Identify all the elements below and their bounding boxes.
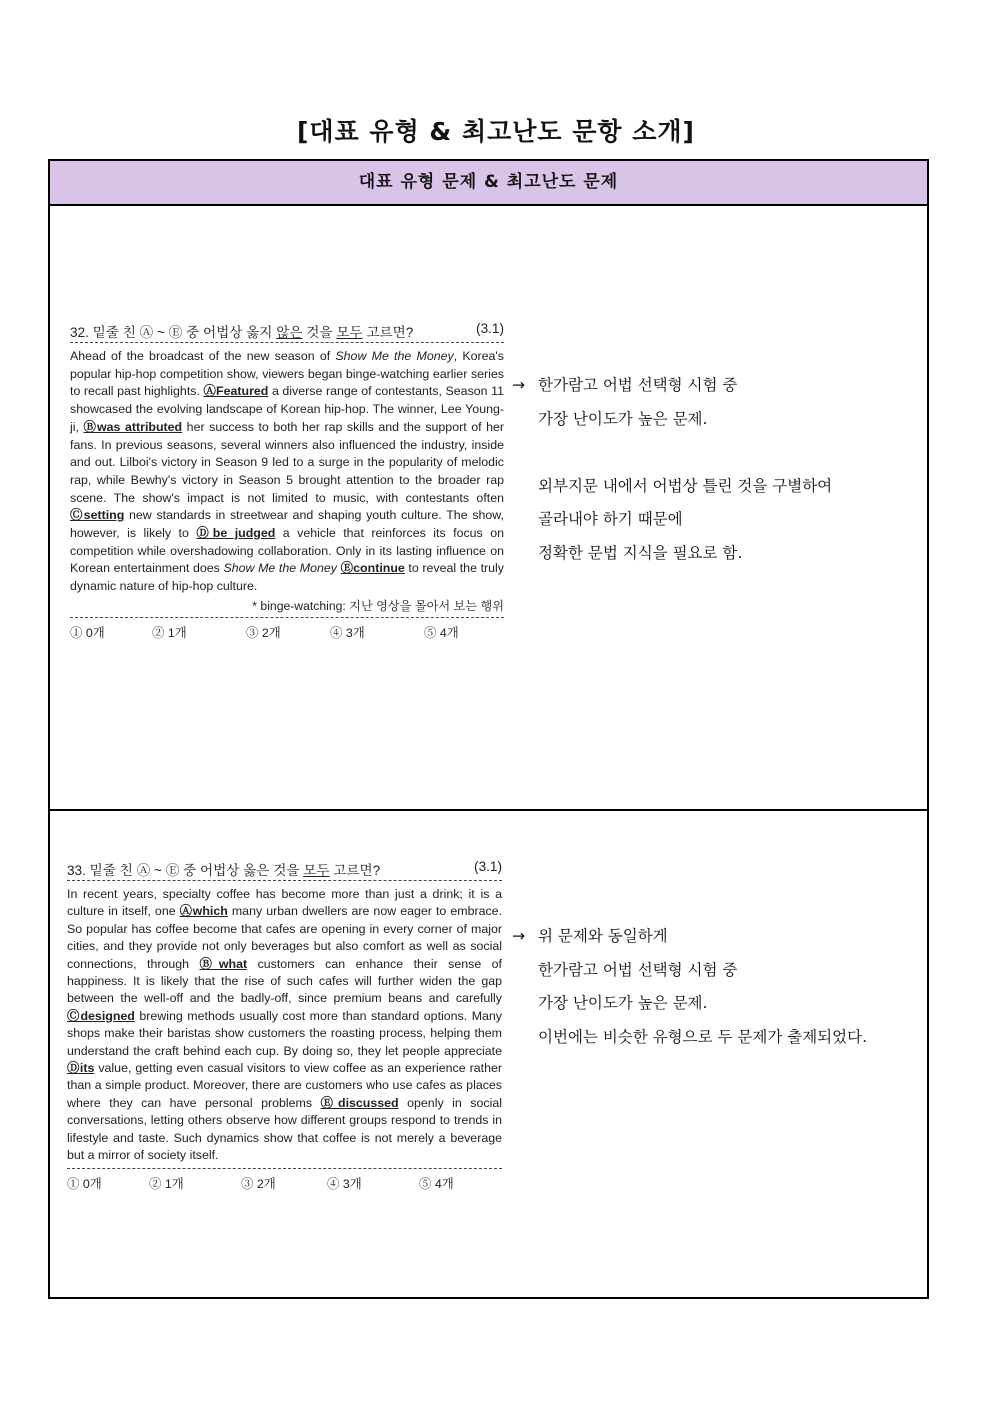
dashed-rule xyxy=(70,617,504,618)
question-33-passage: In recent years, specialty coffee has become more than just a drink; it is a culture in itself, one Ⓐwhich many urban dwellers are now eager to embrace. So popular has coffee become that cafes are opening in every corner of major cities, and they provide not only beverages but also comfort as well as social connections, through Ⓑwhat customers can enhance their sense of happiness. It is likely that the rise of such cafes will further widen the gap between the well-off and the badly-off, since premium beans and carefully Ⓒdesigned brewing methods usually cost more than standard options. Many shops make their baristas show customers the roasting process, helping them understand the craft behind each cup. By doing so, they let people appreciate Ⓓits value, getting even casual visitors to view coffee as an experience rather than a simple product. Moreover, there are customers who use cafes as places where they can have personal problems Ⓔdiscussed openly in social conversations, letting others observe how different groups respond to trends in lifestyle and taste. Such dynamics show that coffee is not merely a beverage but a mirror of society itself. xyxy=(67,887,503,1163)
choice-1: ① 0개 xyxy=(67,1176,102,1191)
underlined-c: Ⓒdesigned xyxy=(67,1008,135,1023)
page-title: [대표 유형 & 최고난도 문항 소개] xyxy=(297,117,695,146)
section-divider xyxy=(50,809,927,811)
choice-3: ③ 2개 xyxy=(241,1176,276,1191)
underlined-e: Ⓔcontinue xyxy=(340,561,405,576)
arrow-icon: → xyxy=(512,376,525,394)
underlined-b: Ⓑwhat xyxy=(199,956,248,971)
choice-5: ⑤ 4개 xyxy=(424,625,459,640)
dashed-rule xyxy=(67,880,502,881)
question-32-points: (3.1) xyxy=(476,321,504,336)
vocabulary-note: * binge-watching: 지난 영상을 몰아서 보는 행위 xyxy=(252,598,504,613)
choice-3: ③ 2개 xyxy=(246,625,281,640)
underlined-a: Ⓐwhich xyxy=(179,904,228,919)
question-33-points: (3.1) xyxy=(474,859,502,874)
choice-2: ② 1개 xyxy=(152,625,187,640)
choice-4: ④ 3개 xyxy=(330,625,365,640)
dashed-rule xyxy=(67,1168,502,1169)
choice-4: ④ 3개 xyxy=(327,1176,362,1191)
underlined-d: Ⓓbe judged xyxy=(196,526,276,541)
question-32-passage: Ahead of the broadcast of the new season of Show Me the Money, Korea's popular hip-hop competition show, viewers began binge-watching earlier series to recall past highlights. ⒶFeatured a diverse range of contestants, Season 11 showcased the evolving landscape of Korean hip-hop. The winner, Lee Young-ji, Ⓑwas attributed her success to both her rap skills and the support of her fans. In previous seasons, several winners also influenced the industry, inside and out. Lilboi's victory in Season 9 led to a surge in the popularity of melodic rap, while Bewhy's victory in Season 5 brought attention to the broader rap scene. The show's impact is not limited to music, with contestants often Ⓒsetting new standards in streetwear and shaping youth culture. The show, however, is likely to Ⓓbe judged a vehicle that reinforces its focus on competition while overshadowing collaboration. Only in its lasting influence on Korean entertainment does Show Me the Money Ⓔcontinue to reveal the truly dynamic nature of hip-hop culture. xyxy=(70,349,505,594)
choice-5: ⑤ 4개 xyxy=(419,1176,454,1191)
choice-1: ① 0개 xyxy=(70,625,105,640)
question-32-choices xyxy=(70,623,504,641)
underlined-d: Ⓓits xyxy=(67,1061,95,1076)
comment-32: → 한가람고 어법 선택형 시험 중 가장 난이도가 높은 문제. 외부지문 내에서 어법상 틀린 것을 구별하여 골라내야 하기 때문에 정확한 문법 지식을 필요로 함. xyxy=(538,369,832,570)
underlined-b: Ⓑwas attributed xyxy=(83,419,183,434)
question-33-choices xyxy=(67,1174,502,1192)
question-32-heading: 32. 밑줄 친 Ⓐ ~ Ⓔ 중 어법상 옳지 않은 것을 모두 고르면? (3.1) xyxy=(70,321,504,340)
underlined-c: Ⓒsetting xyxy=(70,508,125,523)
dashed-rule xyxy=(70,342,504,343)
underlined-a: ⒶFeatured xyxy=(203,384,269,399)
underlined-e: Ⓔdiscussed xyxy=(320,1095,399,1110)
section-header: 대표 유형 문제 & 최고난도 문제 xyxy=(50,161,927,206)
question-33-heading: 33. 밑줄 친 Ⓐ ~ Ⓔ 중 어법상 옳은 것을 모두 고르면? (3.1) xyxy=(67,859,502,878)
choice-2: ② 1개 xyxy=(149,1176,184,1191)
comment-33: → 위 문제와 동일하게 한가람고 어법 선택형 시험 중 가장 난이도가 높은 문제. 이번에는 비슷한 유형으로 두 문제가 출제되었다. xyxy=(538,920,867,1054)
question-32 xyxy=(70,321,504,641)
arrow-icon: → xyxy=(512,927,525,945)
question-33 xyxy=(67,859,502,1192)
